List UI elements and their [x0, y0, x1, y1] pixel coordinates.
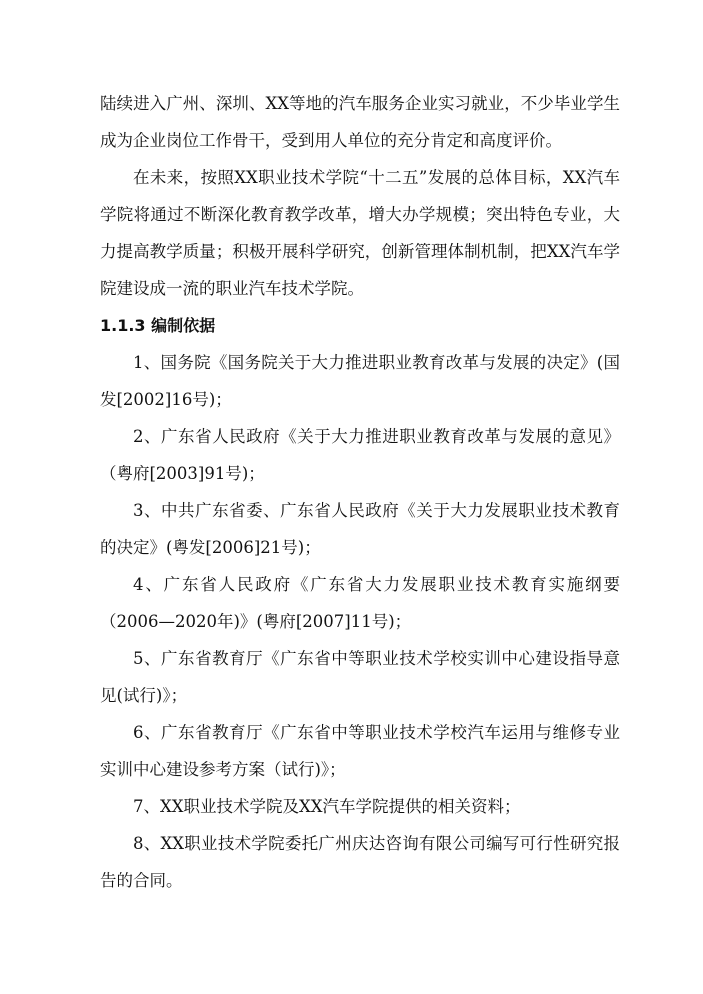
paragraph-employment: 陆续进入广州、深圳、XX等地的汽车服务企业实习就业，不少毕业学生成为企业岗位工作骨干，受到用人单位的充分肯定和高度评价。	[100, 94, 620, 150]
basis-item-3: 3、中共广东省委、广东省人民政府《关于大力发展职业技术教育的决定》(粤发[2006]21号)；	[100, 501, 620, 557]
basis-item-1: 1、国务院《国务院关于大力推进职业教育改革与发展的决定》(国发[2002]16号)；	[100, 353, 620, 409]
basis-item-8: 8、XX职业技术学院委托广州庆达咨询有限公司编写可行性研究报告的合同。	[100, 834, 620, 890]
basis-item-5: 5、广东省教育厅《广东省中等职业技术学校实训中心建设指导意见(试行)》；	[100, 649, 620, 705]
document-body	[100, 85, 620, 899]
basis-item-7: 7、XX职业技术学院及XX汽车学院提供的相关资料；	[133, 797, 521, 816]
section-heading: 1.1.3 编制依据	[100, 316, 216, 335]
basis-item-6: 6、广东省教育厅《广东省中等职业技术学校汽车运用与维修专业实训中心建设参考方案（试行)》；	[100, 723, 620, 779]
paragraph-future-goals: 在未来，按照XX职业技术学院“十二五”发展的总体目标，XX汽车学院将通过不断深化教育教学改革，增大办学规模；突出特色专业，大力提高教学质量；积极开展科学研究，创新管理体制机制，把XX汽车学院建设成一流的职业汽车技术学院。	[100, 168, 620, 298]
basis-item-2: 2、广东省人民政府《关于大力推进职业教育改革与发展的意见》（粤府[2003]91号)；	[100, 427, 620, 483]
basis-item-4: 4、广东省人民政府《广东省大力发展职业技术教育实施纲要（2006—2020年)》(粤府[2007]11号)；	[100, 575, 620, 631]
